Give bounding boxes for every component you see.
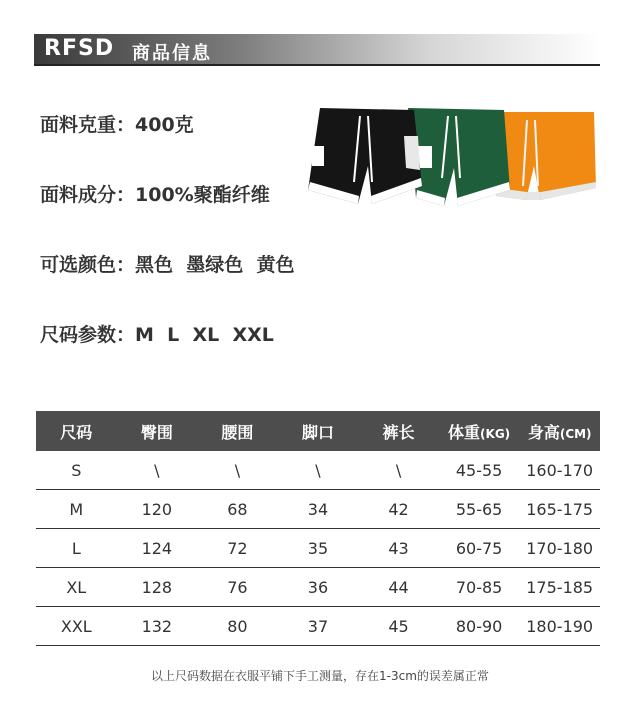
table-cell: 80-90: [439, 607, 520, 646]
spec-value: 100%聚酯纤维: [135, 184, 270, 206]
table-cell: 60-75: [439, 529, 520, 568]
table-cell: 43: [358, 529, 439, 568]
table-cell: 165-175: [519, 490, 600, 529]
brand-logo: RFSD: [44, 36, 115, 61]
header-size: 尺码: [36, 411, 117, 451]
spec-sizes: [40, 320, 274, 347]
header-hip: 臀围: [117, 411, 198, 451]
table-cell: \: [278, 451, 359, 490]
header-leg-opening: 脚口: [278, 411, 359, 451]
table-row: [36, 451, 600, 490]
table-cell: 175-185: [519, 568, 600, 607]
header-banner: [34, 34, 600, 64]
header-divider: [34, 64, 600, 66]
table-cell: XXL: [36, 607, 117, 646]
table-cell: 35: [278, 529, 359, 568]
table-cell: 180-190: [519, 607, 600, 646]
green-shorts: [408, 108, 510, 206]
table-cell: 170-180: [519, 529, 600, 568]
size-chart-table: [36, 411, 600, 646]
table-cell: 44: [358, 568, 439, 607]
spec-label: 面料成分：: [40, 184, 136, 206]
table-cell: 160-170: [519, 451, 600, 490]
table-cell: 36: [278, 568, 359, 607]
table-cell: 70-85: [439, 568, 520, 607]
table-row: [36, 607, 600, 646]
table-cell: 37: [278, 607, 359, 646]
table-cell: 45-55: [439, 451, 520, 490]
product-shorts-image: [308, 106, 598, 212]
spec-value: 400克: [135, 114, 194, 136]
table-cell: 76: [197, 568, 278, 607]
table-cell: 124: [117, 529, 198, 568]
header-length: 裤长: [358, 411, 439, 451]
table-cell: 34: [278, 490, 359, 529]
table-row: [36, 490, 600, 529]
table-header-row: [36, 411, 600, 451]
header-weight: 体重(KG): [439, 411, 520, 451]
spec-value: M L XL XXL: [135, 324, 274, 346]
table-cell: \: [197, 451, 278, 490]
table-cell: 45: [358, 607, 439, 646]
table-cell: 80: [197, 607, 278, 646]
spec-value: 黑色 墨绿色 黄色: [135, 254, 295, 276]
table-cell: 72: [197, 529, 278, 568]
spec-fabric-weight: [40, 110, 194, 137]
spec-label: 尺码参数：: [40, 324, 136, 346]
table-row: [36, 529, 600, 568]
table-cell: 128: [117, 568, 198, 607]
spec-label: 面料克重：: [40, 114, 136, 136]
section-title: 商品信息: [132, 43, 212, 64]
table-row: [36, 568, 600, 607]
spec-label: 可选颜色：: [40, 254, 136, 276]
spec-fabric-composition: [40, 180, 270, 207]
header-waist: 腰围: [197, 411, 278, 451]
measurement-footnote: 以上尺码数据在衣服平铺下手工测量，存在1-3cm的误差属正常: [151, 669, 489, 683]
spec-colors: [40, 250, 294, 277]
table-cell: 132: [117, 607, 198, 646]
table-cell: 68: [197, 490, 278, 529]
table-cell: 55-65: [439, 490, 520, 529]
table-cell: 42: [358, 490, 439, 529]
table-cell: M: [36, 490, 117, 529]
table-cell: XL: [36, 568, 117, 607]
orange-shorts: [496, 112, 596, 200]
table-cell: 120: [117, 490, 198, 529]
header-height: 身高(CM): [519, 411, 600, 451]
black-shorts: [308, 108, 422, 204]
table-cell: \: [117, 451, 198, 490]
table-cell: S: [36, 451, 117, 490]
table-cell: \: [358, 451, 439, 490]
table-cell: L: [36, 529, 117, 568]
